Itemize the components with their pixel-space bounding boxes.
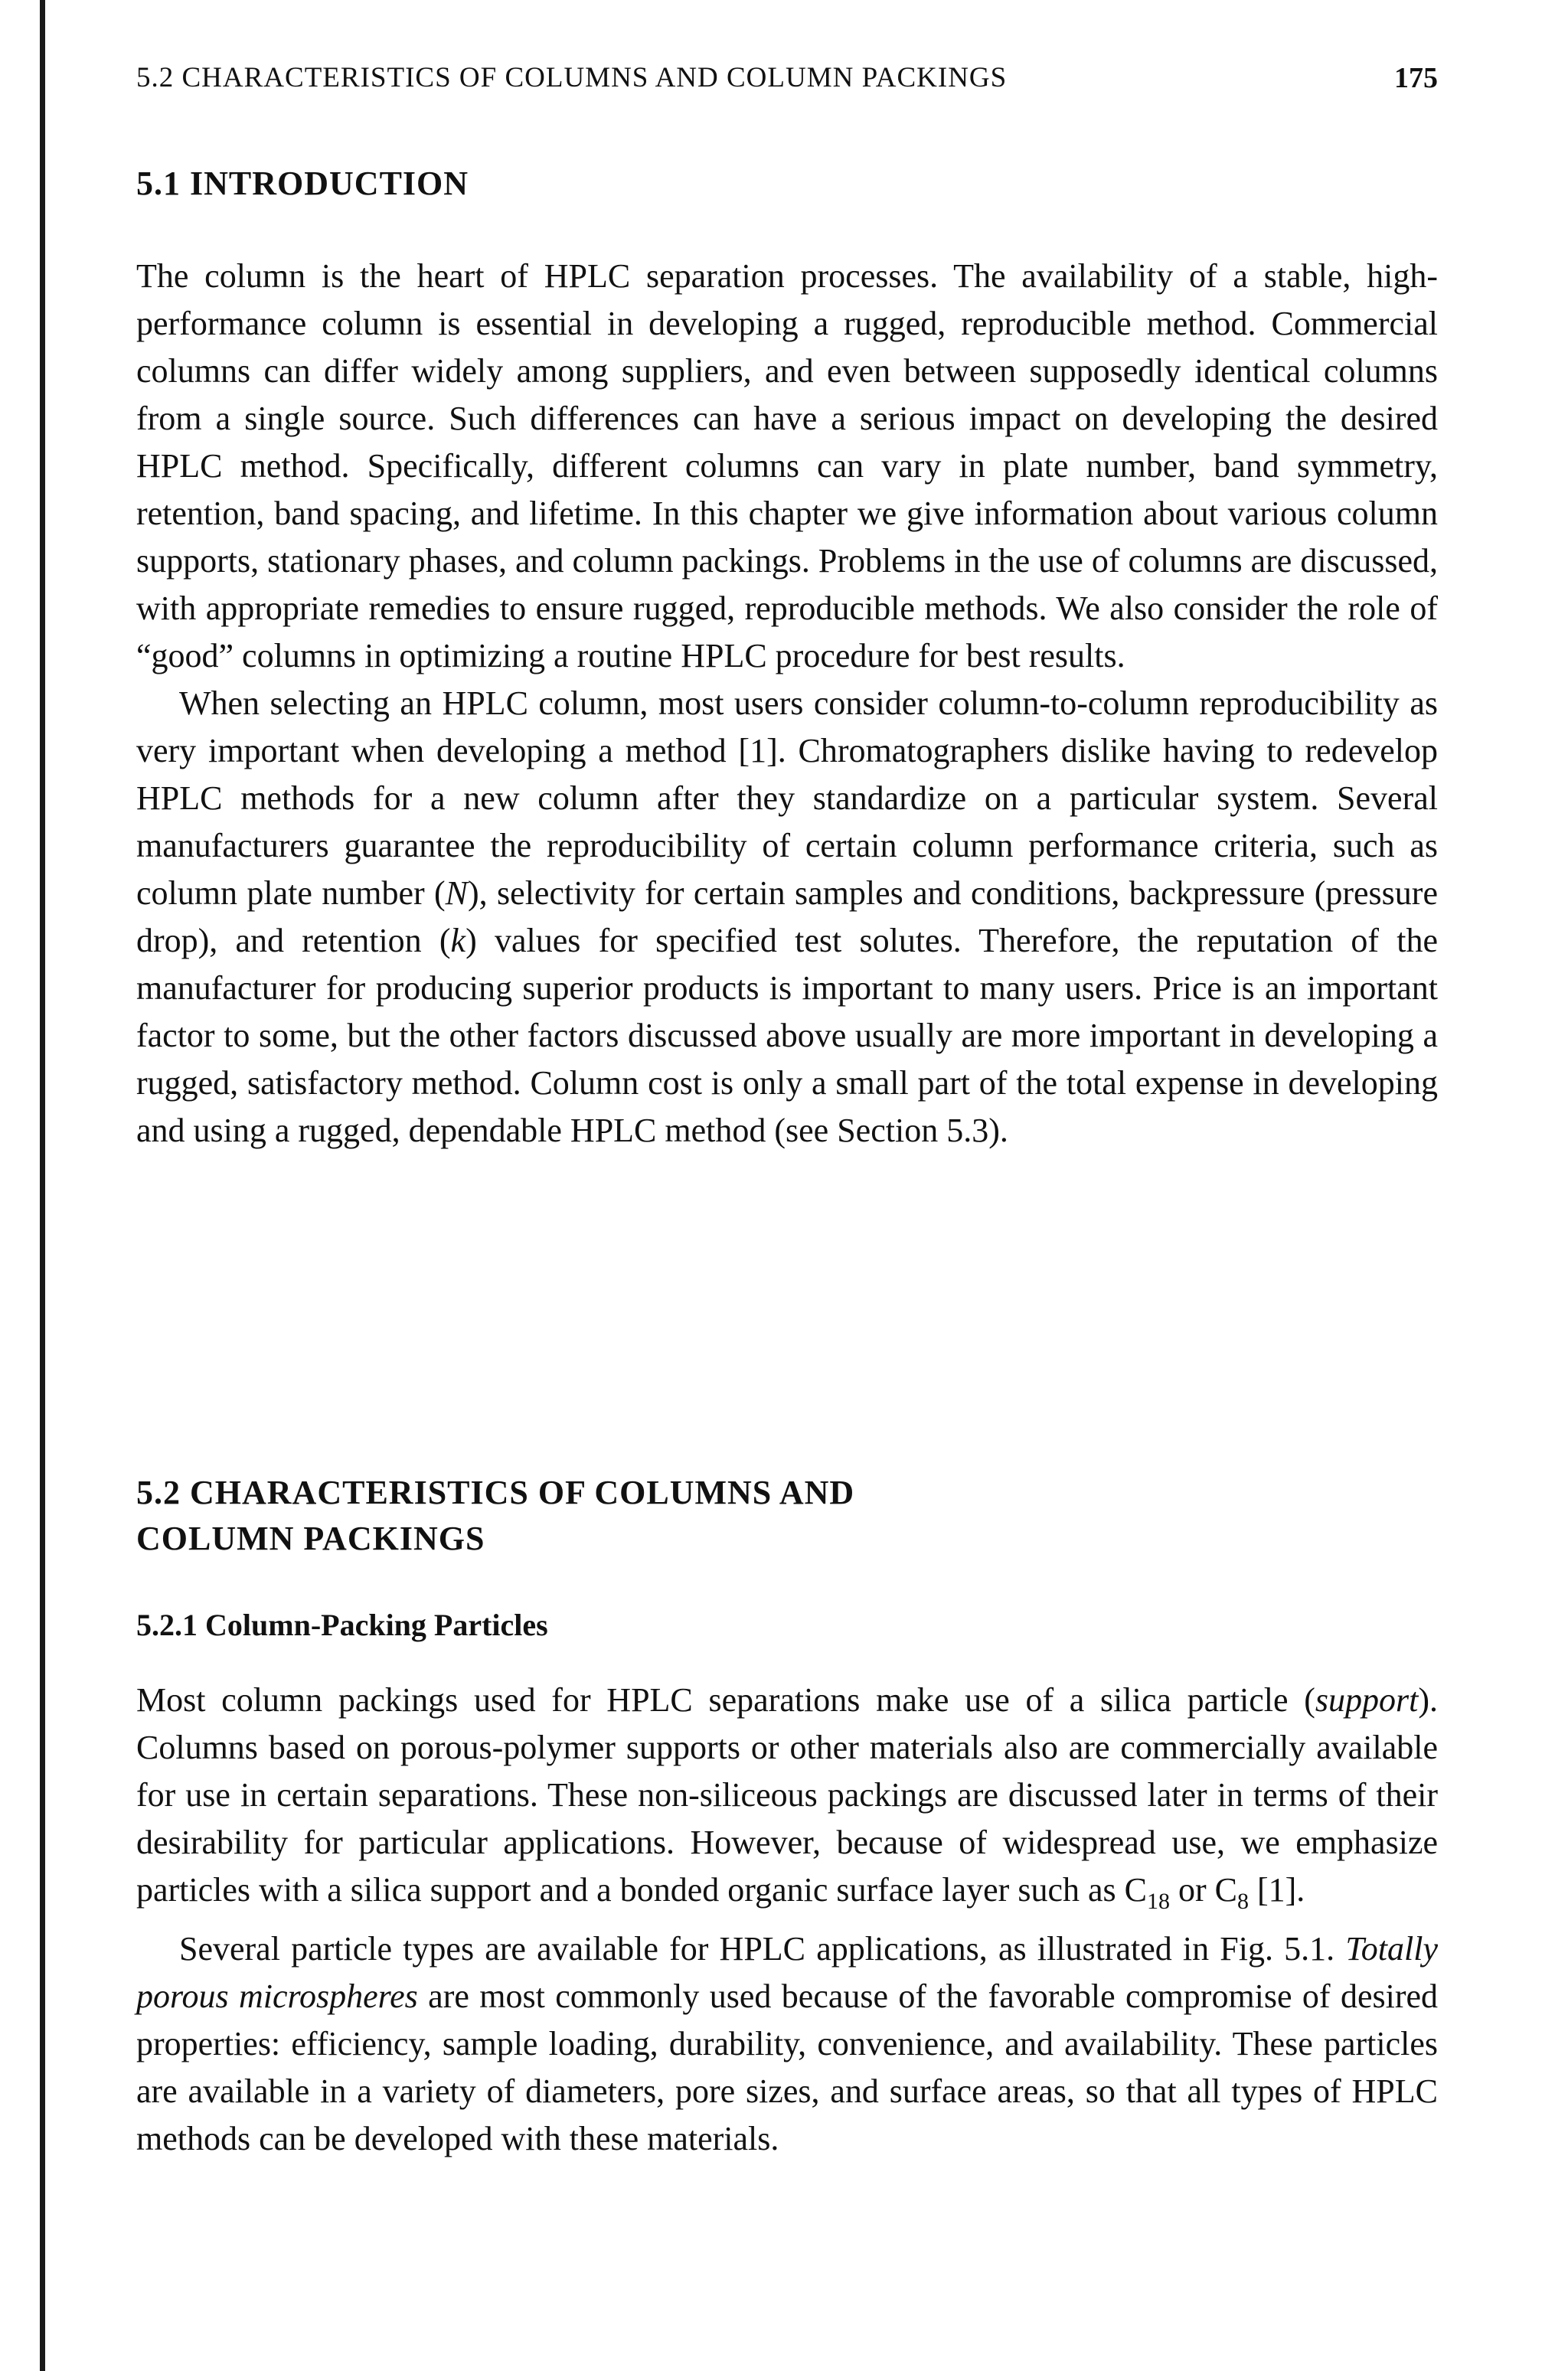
intro-paragraph-2: When selecting an HPLC column, most users consider column-to-column reproducibility as very important when developing a method [1]. Chromatographers dislike having to redevelop HPLC methods for a new column after they standardize on a particular system. Several manufacturers guarantee the reproducibility of certain column performance criteria, such as column plate number (N), selectivity for certain samples and conditions, backpressure (pressure drop), and retention (k) values for specified test solutes. Therefore, the reputation of the manufacturer for producing superior products is important to many users. Price is an important factor to some, but the other factors discussed above usually are more important in developing a rugged, satisfactory method. Column cost is only a small part of the total expense in developing and using a rugged, dependable HPLC method (see Section 5.3). xyxy=(136,684,1438,1149)
section-5-2-1-text xyxy=(136,1677,1438,2163)
section-heading-introduction: 5.1 INTRODUCTION xyxy=(136,165,469,202)
section-heading-5-2 xyxy=(136,1470,854,1562)
section-heading-5-2-line-2: COLUMN PACKINGS xyxy=(136,1520,485,1557)
intro-paragraph-1: The column is the heart of HPLC separation processes. The availability of a stable, high-performance column is essential in developing a rugged, reproducible method. Commercial columns can differ widely among suppliers, and even between supposedly identical columns from a single source. Such differences can have a serious impact on developing the desired HPLC method. Specifically, different columns can vary in plate number, band symmetry, retention, band spacing, and lifetime. In this chapter we give information about various column supports, stationary phases, and column packings. Problems in the use of columns are discussed, with appropriate remedies to ensure rugged, reproducible methods. We also consider the role of “good” columns in optimizing a routine HPLC procedure for best results. xyxy=(136,257,1438,674)
running-head-title: 5.2 CHARACTERISTICS OF COLUMNS AND COLUMN PACKINGS xyxy=(136,62,1008,93)
section-heading-5-2-line-1: 5.2 CHARACTERISTICS OF COLUMNS AND xyxy=(136,1474,855,1511)
running-head xyxy=(136,61,1438,107)
subsection-heading-5-2-1: 5.2.1 Column-Packing Particles xyxy=(136,1608,548,1642)
page-number: 175 xyxy=(1394,62,1438,94)
introduction-text xyxy=(136,253,1438,1154)
page-edge-rule xyxy=(40,0,45,2371)
particles-paragraph-2: Several particle types are available for HPLC applications, as illustrated in Fig. 5.1. Totally porous microspheres are most commonly used because of the favorable compromise of desired properties: efficiency, sample loading, durability, convenience, and availability. These particles are available in a variety of diameters, pore sizes, and surface areas, so that all types of HPLC methods can be developed with these materials. xyxy=(136,1929,1439,2157)
particles-paragraph-1: Most column packings used for HPLC separations make use of a silica particle (support). Columns based on porous-polymer supports or other materials also are commercially available for use in certain separations. These non-siliceous packings are discussed later in terms of their desirability for particular applications. However, because of widespread use, we emphasize particles with a silica support and a bonded organic surface layer such as $C_{18}$ or $C_8$ [1]. xyxy=(136,1681,1438,1914)
